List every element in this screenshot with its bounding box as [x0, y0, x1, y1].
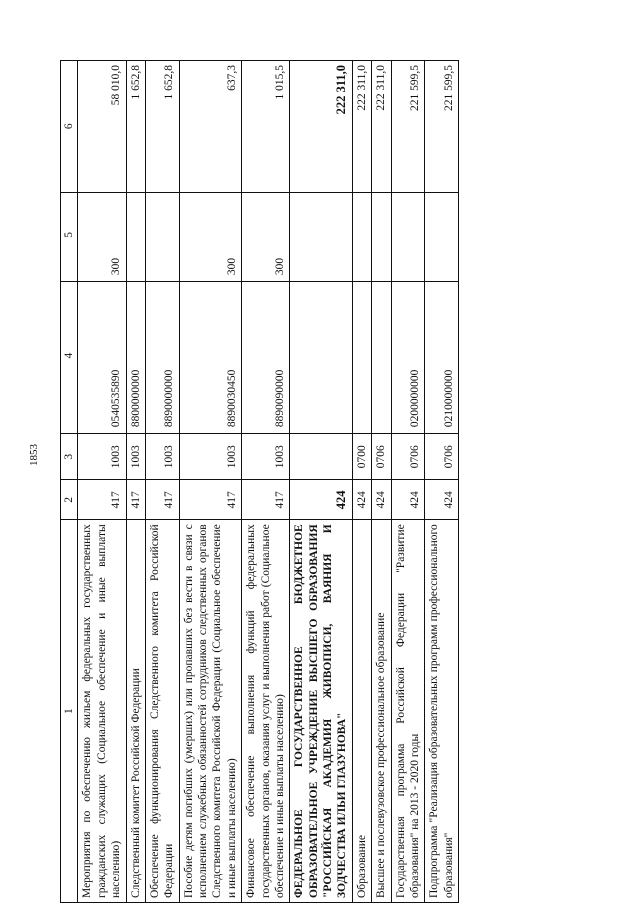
table-row — [78, 61, 126, 903]
table-row — [126, 61, 145, 903]
cell-name: Подпрограмма "Реализация образовательных программ профессионального образования" — [425, 520, 459, 903]
cell-csr — [352, 282, 371, 434]
cell-name: Мероприятия по обеспечению жильем федеральных государственных гражданских служащих (Социальное обеспечение и иные выплаты населению) — [78, 520, 126, 903]
cell-amount: 222 311,0 — [290, 61, 353, 193]
cell-section: 1003 — [78, 434, 126, 480]
cell-amount: 222 311,0 — [352, 61, 371, 193]
cell-vr — [126, 192, 145, 281]
cell-csr: 8890090000 — [242, 282, 290, 434]
cell-grbs: 424 — [391, 480, 425, 520]
column-header-section: 3 — [61, 434, 78, 480]
cell-section: 0706 — [391, 434, 425, 480]
cell-amount: 222 311,0 — [372, 61, 391, 193]
cell-name: Государственная программа Российской Федерации "Развитие образования" на 2013 - 2020 годы — [391, 520, 425, 903]
cell-vr — [425, 192, 459, 281]
column-header-grbs: 2 — [61, 480, 78, 520]
cell-csr: 0210000000 — [425, 282, 459, 434]
cell-name: Пособие детям погибших (умерших) или пропавших без вести в связи с исполнением служебных обязанностей сотрудников следственных органов Следственного комитета Российской Федерации (Социальное обеспечение и иные выплаты населению) — [179, 520, 242, 903]
table-row — [372, 61, 391, 903]
cell-grbs: 424 — [425, 480, 459, 520]
cell-vr — [290, 192, 353, 281]
cell-grbs: 417 — [78, 480, 126, 520]
cell-csr: 0540535890 — [78, 282, 126, 434]
cell-vr: 300 — [242, 192, 290, 281]
cell-name: Обеспечение функционирования Следственного комитета Российской Федерации — [145, 520, 179, 903]
cell-amount: 1 652,8 — [126, 61, 145, 193]
cell-amount: 221 599,5 — [425, 61, 459, 193]
column-header-vr: 5 — [61, 192, 78, 281]
cell-vr: 300 — [78, 192, 126, 281]
cell-name: Образование — [352, 520, 371, 903]
column-header-row — [61, 61, 78, 903]
cell-name: Следственный комитет Российской Федерации — [126, 520, 145, 903]
cell-amount: 58 010,0 — [78, 61, 126, 193]
table-row — [391, 61, 425, 903]
cell-section: 0700 — [352, 434, 371, 480]
cell-name: ФЕДЕРАЛЬНОЕ ГОСУДАРСТВЕННОЕ БЮДЖЕТНОЕ ОБРАЗОВАТЕЛЬНОЕ УЧРЕЖДЕНИЕ ВЫСШЕГО ОБРАЗОВАНИЯ "РОССИЙСКАЯ АКАДЕМИЯ ЖИВОПИСИ, ВАЯНИЯ И ЗОДЧЕСТВА ИЛЬИ ГЛАЗУНОВА" — [290, 520, 353, 903]
budget-table — [60, 60, 459, 903]
cell-grbs: 424 — [352, 480, 371, 520]
column-header-name: 1 — [61, 520, 78, 903]
cell-grbs: 424 — [372, 480, 391, 520]
cell-section: 1003 — [145, 434, 179, 480]
cell-section: 0706 — [372, 434, 391, 480]
table-body — [78, 61, 459, 903]
cell-name: Финансовое обеспечение выполнения функций федеральных государственных органов, оказания услуг и выполнения работ (Социальное обеспечение и иные выплаты населению) — [242, 520, 290, 903]
table-row — [290, 61, 353, 903]
column-header-amount: 6 — [61, 61, 78, 193]
cell-section: 1003 — [179, 434, 242, 480]
cell-grbs: 417 — [179, 480, 242, 520]
cell-csr: 8890000000 — [145, 282, 179, 434]
table-row — [352, 61, 371, 903]
cell-vr — [391, 192, 425, 281]
cell-section: 1003 — [242, 434, 290, 480]
cell-csr — [372, 282, 391, 434]
table-row — [242, 61, 290, 903]
cell-name: Высшее и послевузовское профессиональное образование — [372, 520, 391, 903]
cell-amount: 1 015,5 — [242, 61, 290, 193]
cell-amount: 637,3 — [179, 61, 242, 193]
cell-grbs: 417 — [126, 480, 145, 520]
cell-grbs: 417 — [145, 480, 179, 520]
cell-vr: 300 — [179, 192, 242, 281]
cell-csr — [290, 282, 353, 434]
column-header-csr: 4 — [61, 282, 78, 434]
cell-grbs: 417 — [242, 480, 290, 520]
cell-grbs: 424 — [290, 480, 353, 520]
cell-section: 1003 — [126, 434, 145, 480]
cell-section — [290, 434, 353, 480]
cell-csr: 8800000000 — [126, 282, 145, 434]
cell-amount: 1 652,8 — [145, 61, 179, 193]
cell-amount: 221 599,5 — [391, 61, 425, 193]
cell-csr: 0200000000 — [391, 282, 425, 434]
cell-vr — [352, 192, 371, 281]
table-row — [179, 61, 242, 903]
cell-vr — [145, 192, 179, 281]
table-row — [425, 61, 459, 903]
budget-table-sheet — [60, 60, 615, 903]
cell-csr: 8890030450 — [179, 282, 242, 434]
cell-vr — [372, 192, 391, 281]
cell-section: 0706 — [425, 434, 459, 480]
table-row — [145, 61, 179, 903]
